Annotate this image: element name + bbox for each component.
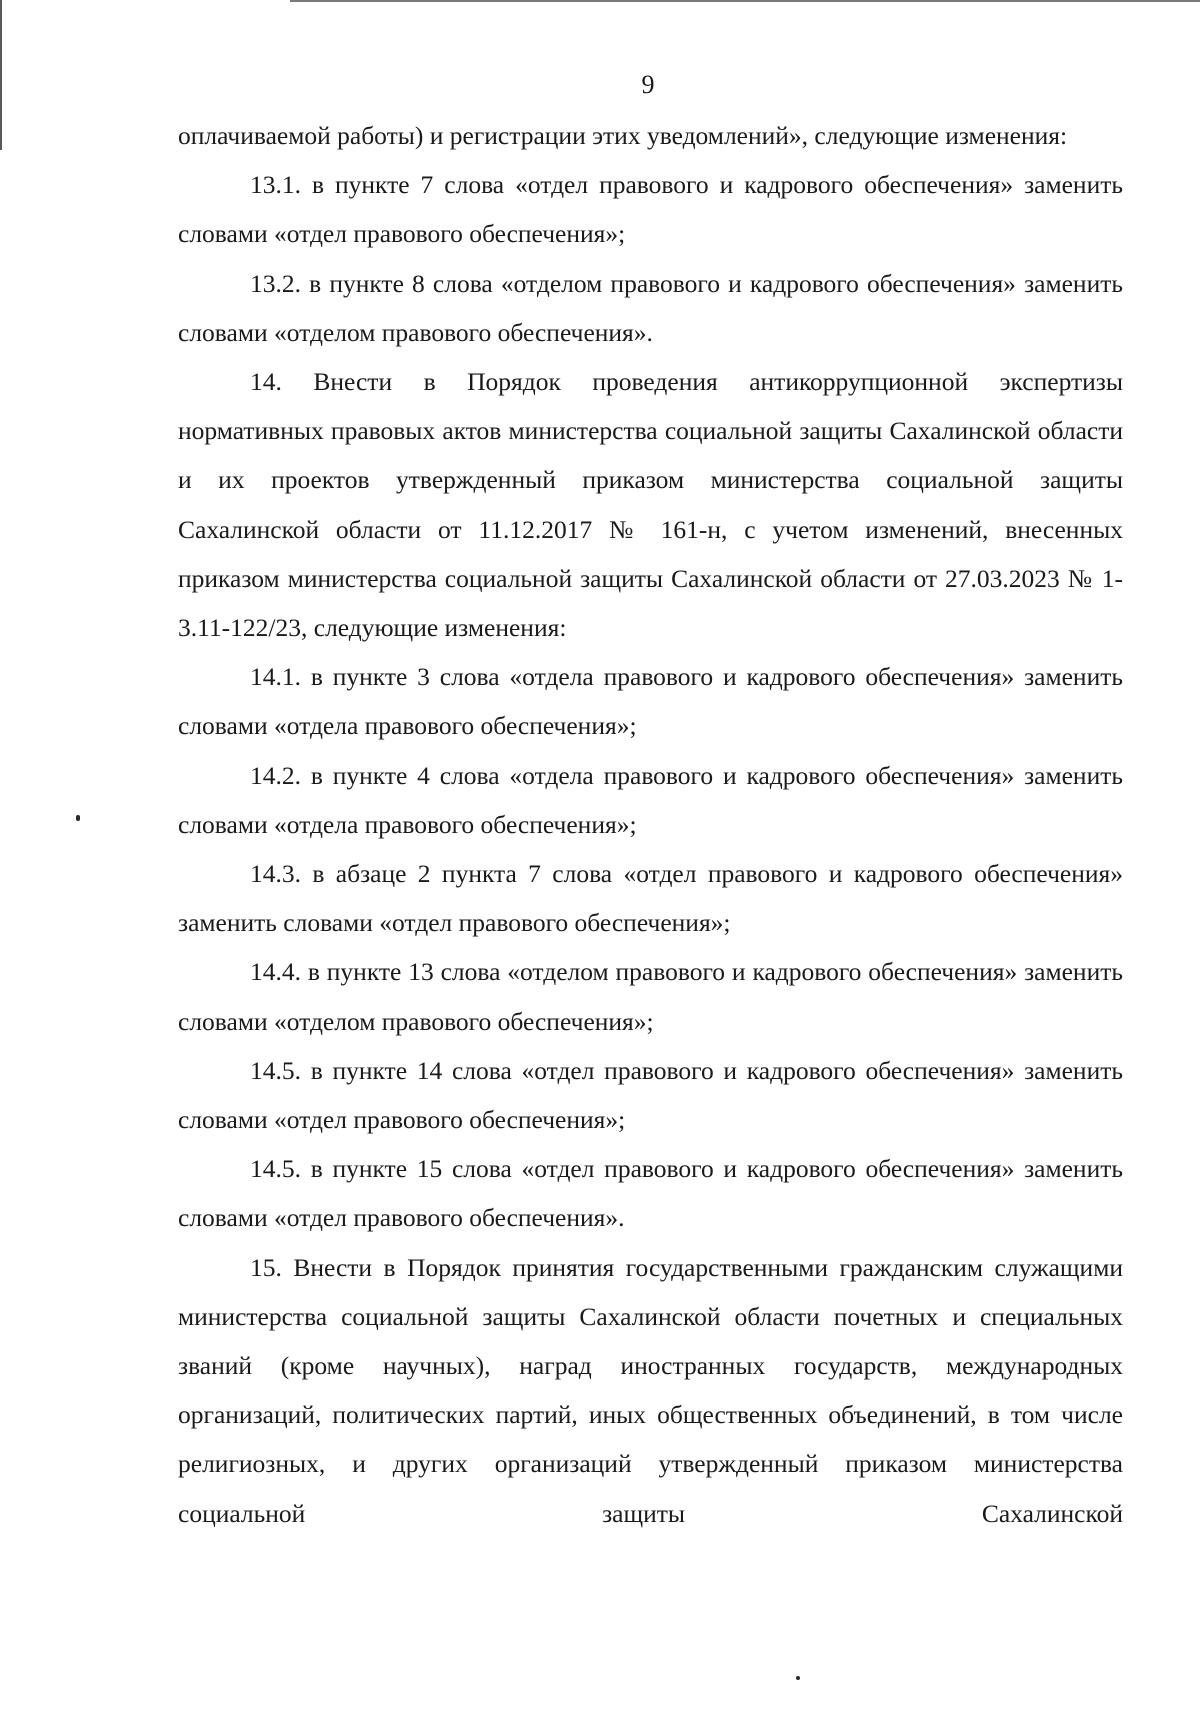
paragraph-13-1: 13.1. в пункте 7 слова «отдел правового и кадрового обеспечения» заменить словами «отдел правового обеспечения»; (178, 170, 1123, 249)
paragraph-13-2: 13.2. в пункте 8 слова «отделом правового и кадрового обеспечения» заменить словами «отделом правового обеспечения». (178, 268, 1123, 347)
paragraph-14-5-first: 14.5. в пункте 14 слова «отдел правового и кадрового обеспечения» заменить словами «отдел правового обеспечения»; (178, 1055, 1123, 1135)
paragraph-15: 15. Внести в Порядок принятия государственными гражданским служащими министерства социальной защиты Сахалинской области почетных и специальных званий (кроме научных), наград иностранных государств, международных организаций, политических партий, иных общественных объединений, в том числе религиозных, и других организаций утвержденный приказом министерства социальной защиты Сахалинской (178, 1252, 1123, 1528)
document-body (178, 111, 1123, 1538)
paragraph-14-3: 14.3. в абзаце 2 пункта 7 слова «отдел правового и кадрового обеспечения» заменить словами «отдел правового обеспечения»; (178, 859, 1123, 938)
paragraph-14-2: 14.2. в пункте 4 слова «отдела правового и кадрового обеспечения» заменить словами «отдела правового обеспечения»; (178, 760, 1123, 839)
scan-speck (76, 815, 80, 821)
scan-speck (796, 1676, 800, 1680)
paragraph-14-1: 14.1. в пункте 3 слова «отдела правового и кадрового обеспечения» заменить словами «отдела правового обеспечения»; (178, 662, 1123, 741)
scan-top-edge-line (290, 0, 1200, 2)
paragraph-14-5-second: 14.5. в пункте 15 слова «отдел правового и кадрового обеспечения» заменить словами «отдел правового обеспечения». (178, 1154, 1123, 1233)
paragraph-14: 14. Внести в Порядок проведения антикоррупционной экспертизы нормативных правовых актов министерства социальной защиты Сахалинской области и их проектов утвержденный приказом министерства социальной защиты Сахалинской области от 11.12.2017 № 161-н, с учетом изменений, внесенных приказом министерства социальной защиты Сахалинской области от 27.03.2023 № 1-3.11-122/23, следующие изменения: (178, 367, 1123, 643)
page-number: 9 (641, 70, 655, 99)
paragraph-continuation: оплачиваемой работы) и регистрации этих уведомлений», следующие изменения: (178, 121, 1068, 150)
paragraph-14-4: 14.4. в пункте 13 слова «отделом правового и кадрового обеспечения» заменить словами «отделом правового обеспечения»; (178, 957, 1123, 1036)
